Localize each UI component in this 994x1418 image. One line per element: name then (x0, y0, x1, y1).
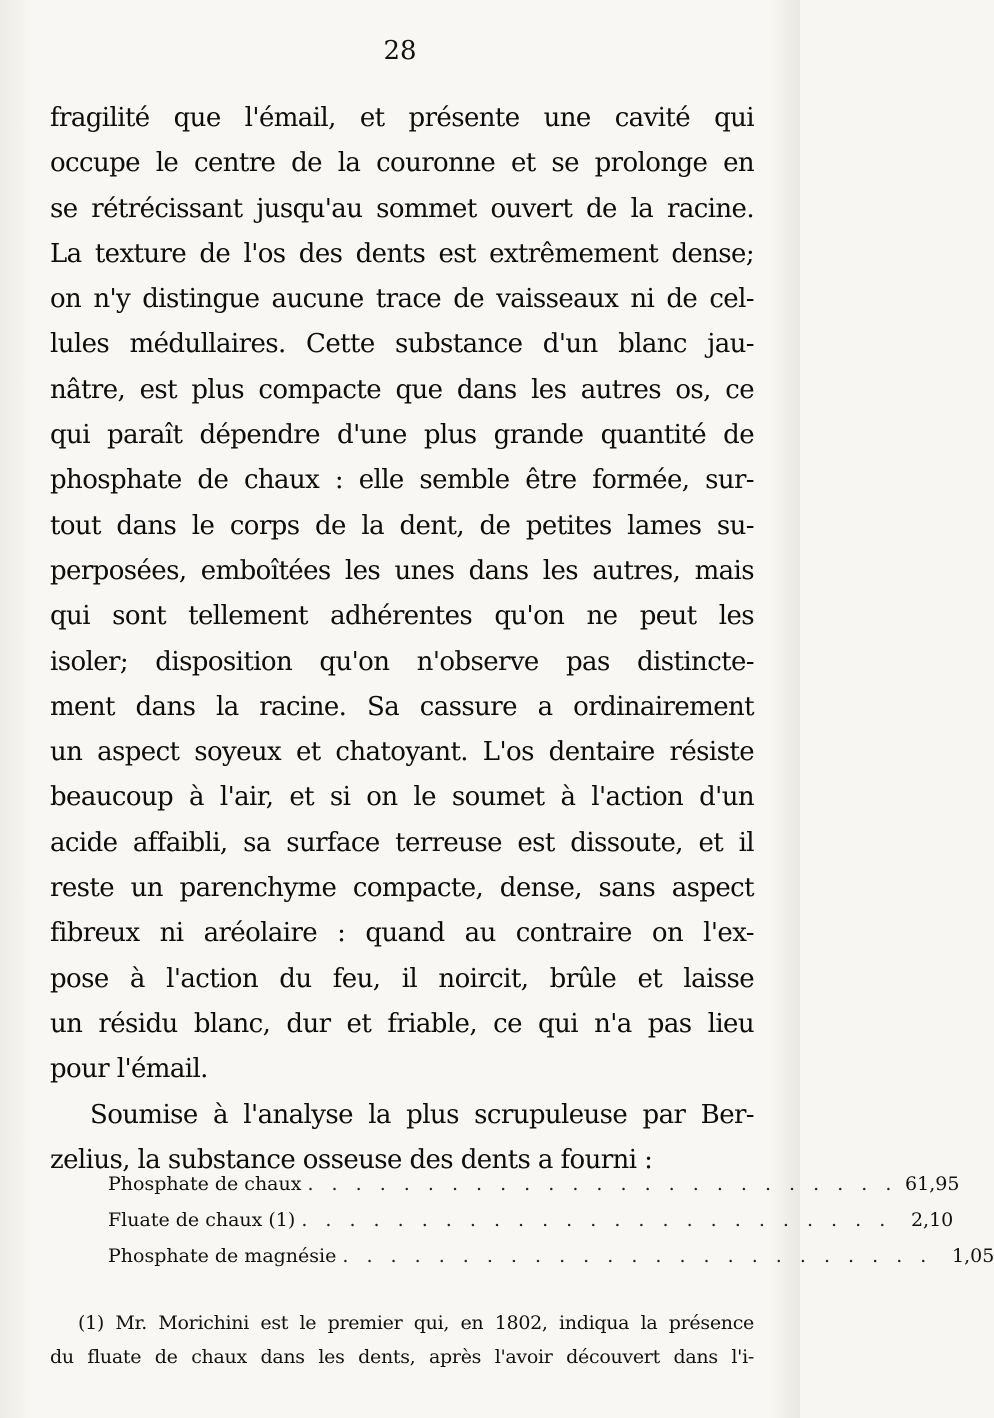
analysis-table (108, 1166, 994, 1274)
body-line: reste un parenchyme compacte, dense, sans aspect (50, 873, 754, 904)
body-line: beaucoup à l'air, et si on le soumet à l'action d'un (50, 782, 754, 813)
dot-leader: . . . . . . . . . . . . . . . . . . . . . . . . . (307, 1173, 898, 1195)
table-row (108, 1202, 954, 1238)
page-number: 28 (383, 36, 417, 66)
body-line: se rétrécissant jusqu'au sommet ouvert de la racine. (50, 193, 754, 224)
component-value: 61,95 (905, 1173, 960, 1195)
body-line: un résidu blanc, dur et friable, ce qui n'a pas lieu (50, 1008, 754, 1039)
body-line: pose à l'action du feu, il noircit, brûle et laisse (50, 963, 754, 994)
body-line: tout dans le corps de la dent, de petites lames su- (50, 510, 754, 541)
body-line: ment dans la racine. Sa cassure a ordinairement (50, 691, 754, 722)
body-line: un aspect soyeux et chatoyant. L'os dentaire résiste (50, 737, 754, 768)
table-row (108, 1238, 994, 1274)
footnote-line: (1) Mr. Morichini est le premier qui, en 1802, indiqua la présence (78, 1312, 754, 1334)
component-name: Phosphate de chaux (108, 1173, 302, 1195)
body-line: La texture de l'os des dents est extrêmement dense; (50, 238, 754, 269)
component-value: 1,05 (952, 1245, 994, 1267)
body-line: fragilité que l'émail, et présente une cavité qui (50, 103, 754, 133)
component-name: Phosphate de magnésie (108, 1245, 337, 1267)
paragraph-2-line: Soumise à l'analyse la plus scrupuleuse par Ber- (90, 1099, 754, 1130)
body-line: fibreux ni aréolaire : quand au contraire on l'ex- (50, 918, 754, 949)
body-line: acide affaibli, sa surface terreuse est dissoute, et il (50, 827, 754, 858)
dot-leader: . . . . . . . . . . . . . . . . . . . . . . . . . (301, 1209, 892, 1231)
body-line: pour l'émail. (50, 1054, 208, 1085)
footnote-line: du fluate de chaux dans les dents, après l'avoir découvert dans l'i- (50, 1346, 754, 1368)
body-line: qui sont tellement adhérentes qu'on ne peut les (50, 601, 754, 632)
footnote (50, 1306, 754, 1374)
body-text (50, 96, 754, 1183)
component-value: 2,10 (910, 1209, 954, 1231)
table-row (108, 1166, 960, 1202)
body-line: lules médullaires. Cette substance d'un blanc jau- (50, 329, 754, 360)
body-line: on n'y distingue aucune trace de vaisseaux ni de cel- (50, 284, 754, 315)
paragraph-2-line: zelius, la substance osseuse des dents a fourni : (50, 1144, 653, 1175)
dot-leader: . . . . . . . . . . . . . . . . . . . . . . . . . (342, 1245, 933, 1267)
body-line: qui paraît dépendre d'une plus grande quantité de (50, 420, 754, 451)
body-line: phosphate de chaux : elle semble être formée, sur- (50, 465, 754, 496)
component-name: Fluate de chaux (1) (108, 1209, 296, 1231)
body-line: isoler; disposition qu'on n'observe pas distincte- (50, 646, 754, 677)
body-line: nâtre, est plus compacte que dans les autres os, ce (50, 374, 754, 405)
body-line: occupe le centre de la couronne et se prolonge en (50, 148, 754, 179)
body-line: perposées, emboîtées les unes dans les autres, mais (50, 555, 754, 586)
